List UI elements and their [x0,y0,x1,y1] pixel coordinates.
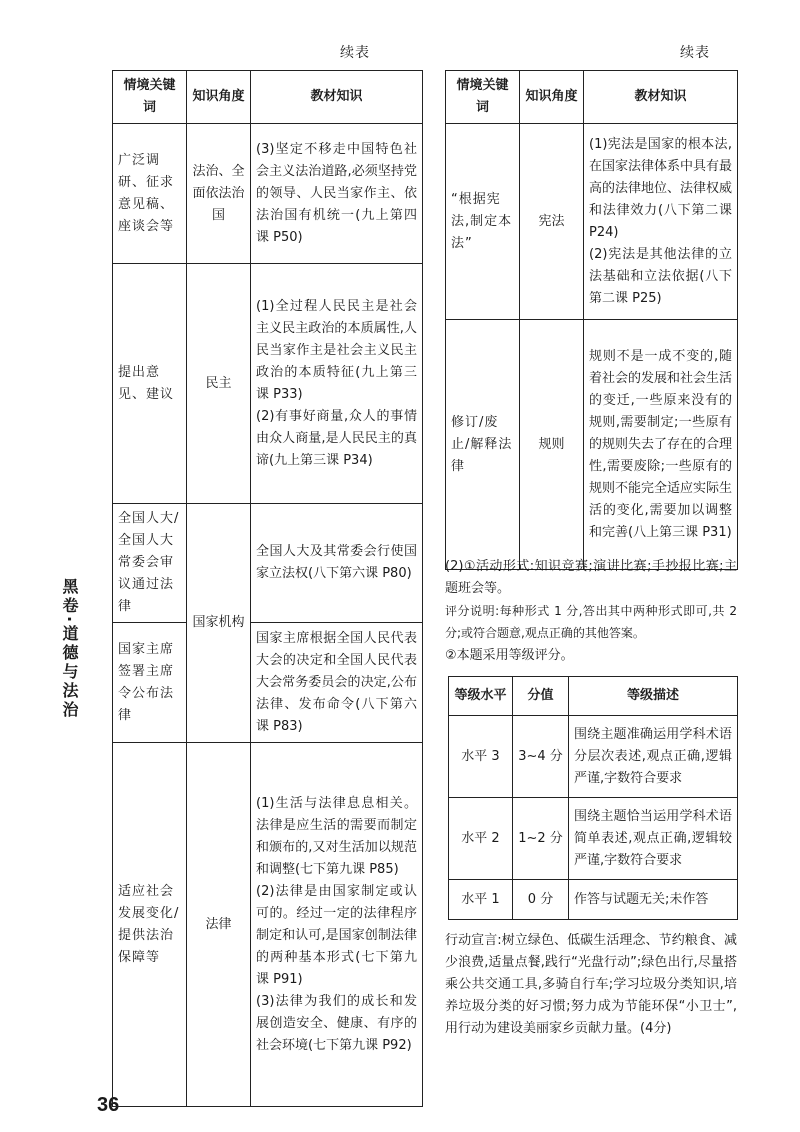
header-angle: 知识角度 [187,71,251,124]
row-keyword: “根据宪法,制定本法” [446,124,520,320]
grade-description: 围绕主题恰当运用学科术语简单表述,观点正确,逻辑较严谨,字数符合要求 [569,798,738,880]
row-keyword: 修订/废止/解释法律 [446,320,520,570]
row-knowledge: (3)坚定不移走中国特色社会主义法治道路,必须坚持党的领导、人民当家作主、依法治国有机统一(九上第四课 P50) [251,124,423,264]
grading-note: ②本题采用等级评分。 [445,648,574,663]
row-knowledge: (1)全过程人民民主是社会主义民主政治的本质属性,人民当家作主是社会主义民主政治的本质特征(九上第三课 P33) (2)有事好商量,众人的事情由众人商量,是人民民主的真谛(九上第三课 P34) [251,264,423,504]
row-angle: 法律 [187,743,251,1107]
row-angle: 法治、全面依法治国 [187,124,251,264]
row-angle: 国家机构 [187,504,251,743]
header-description: 等级描述 [569,677,738,716]
right-knowledge-table [445,70,738,570]
header-knowledge: 教材知识 [584,71,738,124]
row-knowledge: (1)宪法是国家的根本法,在国家法律体系中具有最高的法律地位、法律权威和法律效力(八下第二课 P24) (2)宪法是其他法律的立法基础和立法依据(八下第二课 P25) [584,124,738,320]
table-row [113,743,423,1107]
header-keyword: 情境关键词 [446,71,520,124]
table-row [113,623,423,743]
continued-label-right: 续表 [680,45,710,61]
header-angle: 知识角度 [520,71,584,124]
grade-description: 围绕主题准确运用学科术语分层次表述,观点正确,逻辑严谨,字数符合要求 [569,716,738,798]
grade-score: 0 分 [513,880,569,920]
grade-score: 1~2 分 [513,798,569,880]
row-knowledge: 全国人大及其常委会行使国家立法权(八下第六课 P80) [251,504,423,623]
table-row [449,716,738,798]
table-row [446,320,738,570]
row-keyword: 全国人大/全国人大常委会审议通过法律 [113,504,187,623]
header-score: 分值 [513,677,569,716]
grade-score: 3~4 分 [513,716,569,798]
row-keyword: 提出意见、建议 [113,264,187,504]
table-row [113,124,423,264]
scoring-note: 评分说明:每种形式 1 分,答出其中两种形式即可,共 2 分;或符合题意,观点正确的其他答案。 [445,604,737,640]
table-row [449,798,738,880]
table-row [449,880,738,920]
left-table-header-row [113,71,423,124]
header-knowledge: 教材知识 [251,71,423,124]
left-knowledge-table [112,70,423,1107]
right-table-header-row [446,71,738,124]
table-row [446,124,738,320]
answer-activity-forms: (2)①活动形式:知识竞赛;演讲比赛;手抄报比赛;主题班会等。 [445,559,737,596]
grade-description: 作答与试题无关;未作答 [569,880,738,920]
header-level: 等级水平 [449,677,513,716]
grade-table [448,676,738,920]
page-number: 36 [97,1094,120,1116]
grade-level: 水平 3 [449,716,513,798]
grade-table-header-row [449,677,738,716]
row-keyword: 广泛调研、征求意见稿、座谈会等 [113,124,187,264]
row-knowledge: 国家主席根据全国人民代表大会的决定和全国人民代表大会常务委员会的决定,公布法律、发布命令(八下第六课 P83) [251,623,423,743]
grade-level: 水平 1 [449,880,513,920]
action-declaration: 行动宣言:树立绿色、低碳生活理念、节约粮食、减少浪费,适量点餐,践行“光盘行动”;绿色出行,尽量搭乘公共交通工具,多骑自行车;学习垃圾分类知识,培养垃圾分类的好习惯;努力成为节能环保“小卫士”,用行动为建设美丽家乡贡献力量。(4分) [445,933,737,1036]
row-knowledge: (1)生活与法律息息相关。法律是应生活的需要而制定和颁布的,又对生活加以规范和调整(七下第九课 P85) (2)法律是由国家制定或认可的。经过一定的法律程序制定和认可,是国家创制法律的两种基本形式(七下第九课 P91) (3)法律为我们的成长和发展创造安全、健康、有序的社会环境(七下第九课 P92) [251,743,423,1107]
row-keyword: 适应社会发展变化/提供法治保障等 [113,743,187,1107]
row-angle: 规则 [520,320,584,570]
row-knowledge: 规则不是一成不变的,随着社会的发展和社会生活的变迁,一些原来没有的规则,需要制定;一些原有的规则失去了存在的合理性,需要废除;一些原有的规则不能完全适应实际生活的变化,需要加以调整和完善(八上第三课 P31) [584,320,738,570]
side-title: 黑卷·道德与法治 [60,578,79,721]
row-angle: 民主 [187,264,251,504]
row-angle: 宪法 [520,124,584,320]
table-row [113,264,423,504]
header-keyword: 情境关键词 [113,71,187,124]
table-row [113,504,423,623]
continued-label-left: 续表 [340,45,370,61]
row-keyword: 国家主席签署主席令公布法律 [113,623,187,743]
grade-level: 水平 2 [449,798,513,880]
